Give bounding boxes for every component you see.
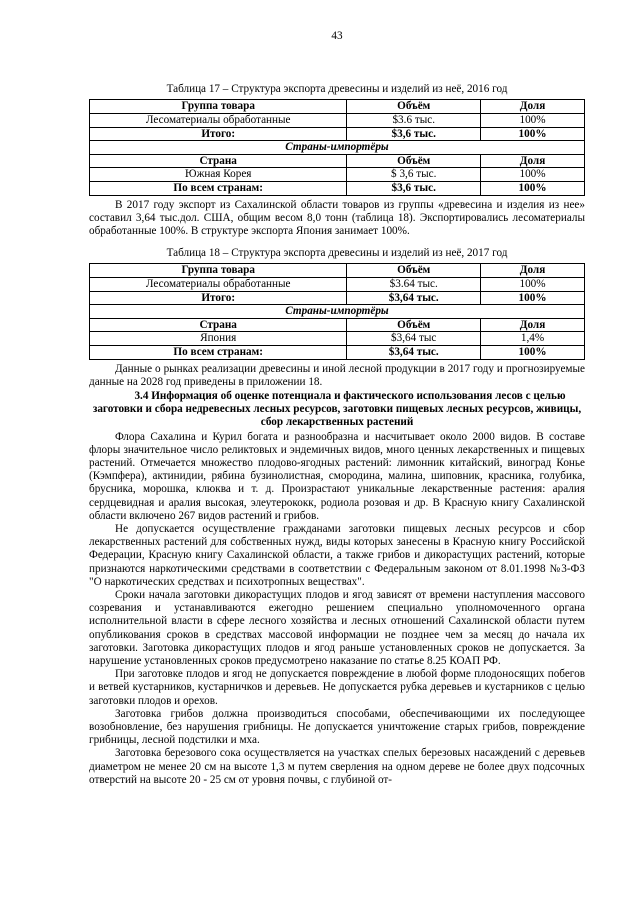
column-header: Объём — [347, 154, 481, 168]
table-cell: $ 3,6 тыс. — [347, 168, 481, 182]
table-cell: Итого: — [90, 127, 347, 141]
table-cell: По всем странам: — [90, 181, 347, 195]
column-header: Доля — [481, 264, 585, 278]
table18-header-goods — [90, 264, 585, 278]
table-cell: 100% — [481, 345, 585, 359]
page-number: 43 — [331, 30, 343, 42]
column-header: Доля — [481, 318, 585, 332]
table18 — [89, 263, 585, 359]
paragraph-markets: Данные о рынках реализации древесины и иной лесной продукции в 2017 году и прогнозируемые данные на 2028 год приведены в приложении 18. — [89, 362, 585, 388]
table-cell: 100% — [481, 291, 585, 305]
table-cell: Итого: — [90, 291, 347, 305]
table-cell: $3,64 тыс. — [347, 345, 481, 359]
column-header: Страна — [90, 318, 347, 332]
table18-caption: Таблица 18 – Структура экспорта древесины и изделий из неё, 2017 год — [166, 247, 508, 260]
table-cell: 100% — [481, 168, 585, 182]
table-total-row — [90, 127, 585, 141]
paragraph-flora: Флора Сахалина и Курил богата и разнообразна и насчитывает около 2000 видов. В составе флоры значительное число реликтовых и эндемичных видов, много ценных лекарственных и пищевых растений. Отмечается множество плодово-ягодных растений: лимонник китайский, виноград Конье (Кэмпфера), актинидии, рябина бузинолистная, смородина, малина, шиповник, красника, голубика, брусника, морошка, клюква и т. д. Произрастают уникальные лекарственные растения: аралия сердцевидная и аралия высокая, элеутерококк, родиола розовая и др. В Красную книгу Сахалинской области включено 267 видов растений и грибов. — [89, 430, 585, 522]
table-total-row — [90, 345, 585, 359]
table17-header-countries — [90, 154, 585, 168]
table-section-label: Страны-импортёры — [90, 305, 585, 319]
table-cell: $3.64 тыс. — [347, 277, 481, 291]
table-cell: $3,6 тыс. — [347, 181, 481, 195]
paragraph-export-2017: В 2017 году экспорт из Сахалинской области товаров из группы «древесина и изделия из нее» составил 3,64 тыс.дол. США, общим весом 8,0 тонн (таблица 18). Экспортировались лесоматериалы обработанные 100%. В структуре экспорта Япония занимает 100%. — [89, 198, 585, 237]
column-header: Доля — [481, 100, 585, 114]
table-row — [90, 114, 585, 128]
column-header: Объём — [347, 100, 481, 114]
table-cell: 100% — [481, 277, 585, 291]
table-cell: $3,6 тыс. — [347, 127, 481, 141]
table-row — [90, 277, 585, 291]
table-cell: По всем странам: — [90, 345, 347, 359]
table17-header-goods — [90, 100, 585, 114]
paragraph-restrictions: Не допускается осуществление гражданами заготовки пищевых лесных ресурсов и сбор лекарственных растений для собственных нужд, виды которых занесены в Красную книгу Российской Федерации, Красную книгу Сахалинской области, а также грибов и дикорастущих растений, которые признаются наркотическими средствами в соответствии с Федеральным законом от 8.01.1998 №3-ФЗ "О наркотических средствах и психотропных веществах". — [89, 522, 585, 588]
column-header: Доля — [481, 154, 585, 168]
column-header: Объём — [347, 318, 481, 332]
table-section-label: Страны-импортёры — [90, 141, 585, 155]
table-total-row — [90, 291, 585, 305]
table-cell: Лесоматериалы обработанные — [90, 277, 347, 291]
table-cell: 100% — [481, 114, 585, 128]
paragraph-harvest-terms: Сроки начала заготовки дикорастущих плодов и ягод зависят от времени наступления массового созревания и устанавливаются ежегодно решением специально уполномоченного органа исполнительной власти в сфере лесного хозяйства и лесных отношений Сахалинской области путем опубликования сроков в средствах массовой информации не позднее чем за месяц до начала их заготовки. Заготовка дикорастущих плодов и ягод раньше установленных сроков не допускается. За нарушение установленных сроков предусмотрено наказание по статье 8.25 КОАП РФ. — [89, 588, 585, 667]
column-header: Группа товара — [90, 100, 347, 114]
table-cell: $3.6 тыс. — [347, 114, 481, 128]
table-section-row — [90, 141, 585, 155]
table-cell: 100% — [481, 181, 585, 195]
table-cell: $3,64 тыс — [347, 332, 481, 346]
table17 — [89, 99, 585, 195]
table18-header-countries — [90, 318, 585, 332]
column-header: Группа товара — [90, 264, 347, 278]
column-header: Объём — [347, 264, 481, 278]
table-cell: 1,4% — [481, 332, 585, 346]
table-cell: 100% — [481, 127, 585, 141]
section-heading-3-4: 3.4 Информация об оценке потенциала и фактического использования лесов с целью заготовки и сбора недревесных лесных ресурсов, заготовки пищевых лесных ресурсов, живицы, сбор лекарственных растений — [92, 389, 582, 429]
table-cell: Япония — [90, 332, 347, 346]
column-header: Страна — [90, 154, 347, 168]
table-total-row — [90, 181, 585, 195]
paragraph-birch-sap: Заготовка березового сока осуществляется на участках спелых березовых насаждений с деревьев диаметром не менее 20 см на высоте 1,3 м путем сверления на одном дереве не более двух подсочных отверстий на высоте 20 - 25 см от уровня почвы, с глубиной от- — [89, 747, 585, 786]
paragraph-berries: При заготовке плодов и ягод не допускается повреждение в любой форме плодоносящих побегов и ветвей кустарников, кустарничков и деревьев. Не допускается рубка деревьев и кустарников с целью заготовки плодов и орехов. — [89, 668, 585, 707]
table-row — [90, 168, 585, 182]
table-row — [90, 332, 585, 346]
table-section-row — [90, 305, 585, 319]
paragraph-mushrooms: Заготовка грибов должна производиться способами, обеспечивающими их последующее возобновление, без нарушения грибницы. Не допускается уничтожение старых грибов, повреждение грибницы, лесной подстилки и мха. — [89, 707, 585, 747]
table-cell: Южная Корея — [90, 168, 347, 182]
table-cell: $3,64 тыс. — [347, 291, 481, 305]
table17-caption: Таблица 17 – Структура экспорта древесины и изделий из неё, 2016 год — [166, 83, 508, 96]
table-cell: Лесоматериалы обработанные — [90, 114, 347, 128]
